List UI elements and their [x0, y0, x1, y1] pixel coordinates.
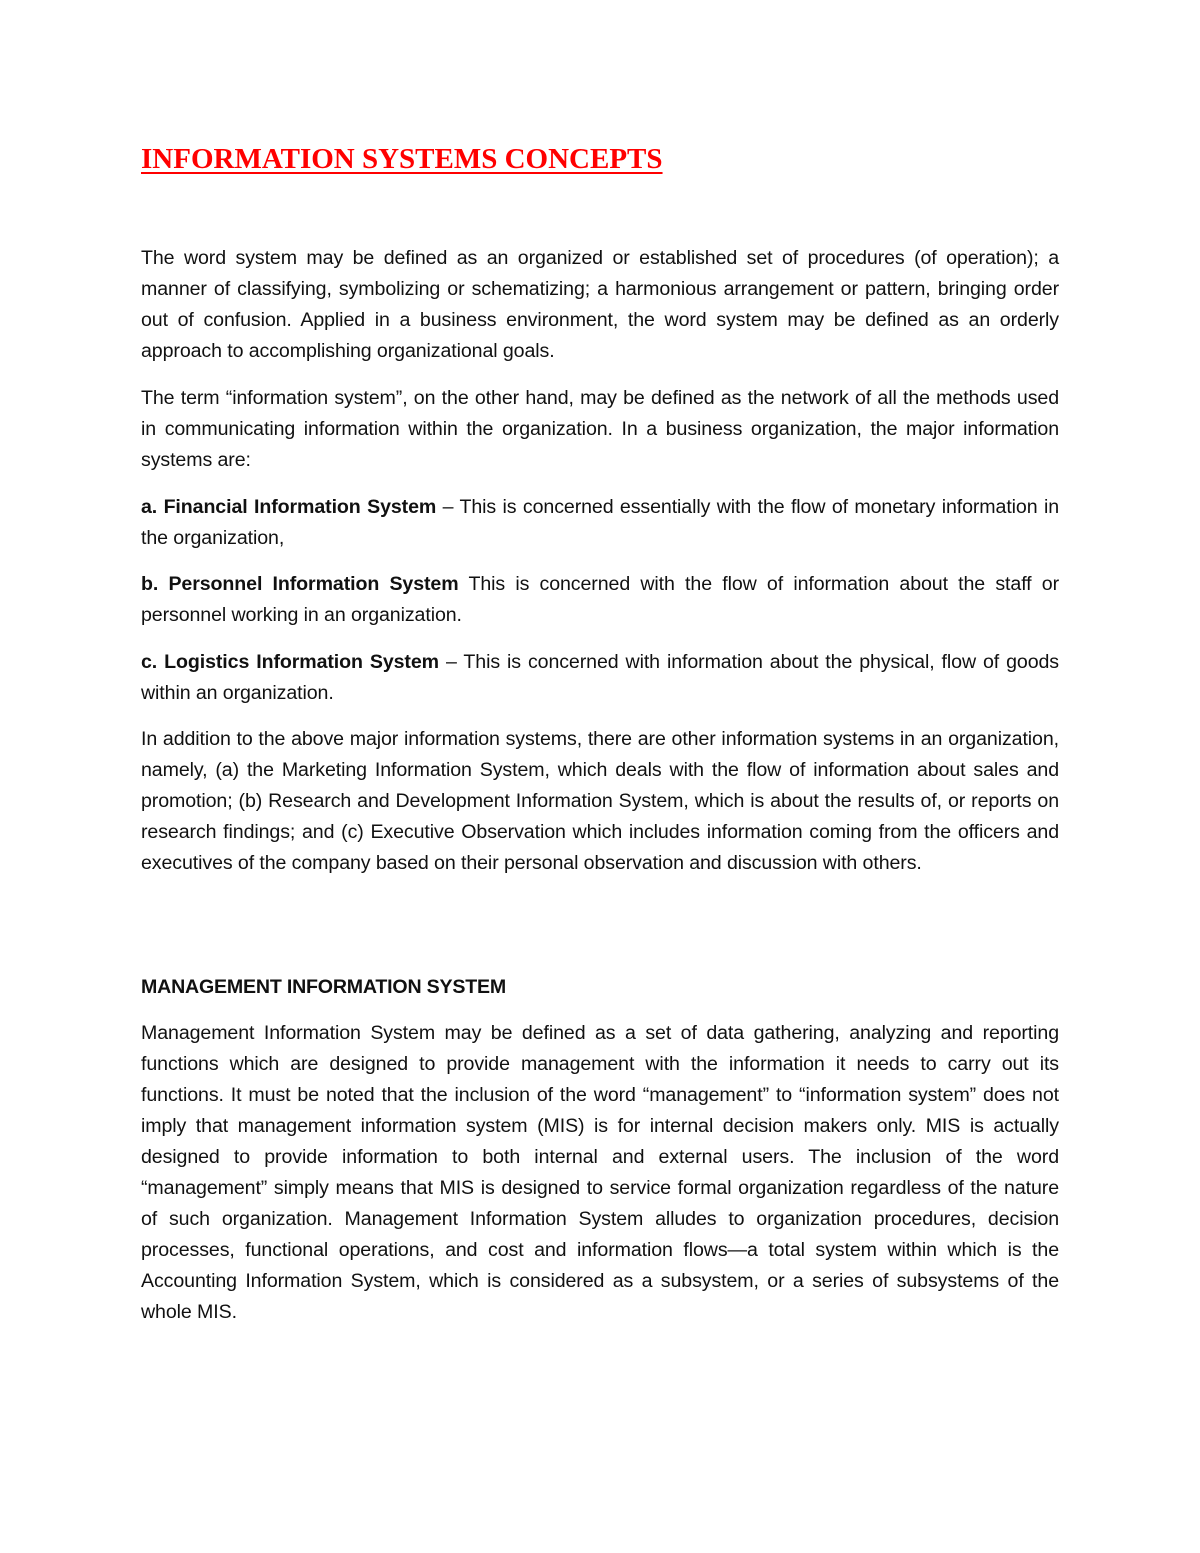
mis-paragraph: Management Information System may be defined as a set of data gathering, analyzing and reporting functions which are designed to provide management with the information it needs to carry out its functions. It must be noted that the inclusion of the word “management” to “information system” does not imply that management information system (MIS) is for internal decision makers only. MIS is actually designed to provide information to both internal and external users. The inclusion of the word “management” simply means that MIS is designed to service formal organization regardless of the nature of such organization. Management Information System alludes to organization procedures, decision processes, functional operations, and cost and information flows—a total system within which is the Accounting Information System, which is considered as a subsystem, or a series of subsystems of the whole MIS.: [141, 1022, 1059, 1323]
list-item-label: c. Logistics Information System: [141, 651, 439, 673]
other-systems-paragraph: In addition to the above major information systems, there are other information systems in an organization, namely, (a) the Marketing Information System, which deals with the flow of information about sales and promotion; (b) Research and Development Information System, which is about the results of, or reports on research findings; and (c) Executive Observation which includes information coming from the officers and executives of the company based on their personal observation and discussion with others.: [141, 728, 1059, 874]
list-item-personnel: [141, 569, 1059, 631]
info-system-paragraph: The term “information system”, on the other hand, may be defined as the network of all the methods used in communicating information within the organization. In a business organization, the major information systems are:: [141, 387, 1059, 471]
list-item-logistics: [141, 647, 1059, 709]
list-item-text: – This is concerned essentially with the flow of monetary information in the organization,: [141, 496, 1059, 549]
mis-heading: MANAGEMENT INFORMATION SYSTEM: [141, 976, 507, 998]
list-item-text: – This is concerned with information about the physical, flow of goods within an organization.: [141, 651, 1059, 704]
page-title: INFORMATION SYSTEMS CONCEPTS: [141, 143, 663, 175]
list-item-label: a. Financial Information System: [141, 496, 437, 518]
list-item-financial: [141, 492, 1059, 554]
list-item-label: b. Personnel Information System: [141, 573, 459, 595]
list-item-text: This is concerned with the flow of information about the staff or personnel working in an organization.: [141, 573, 1059, 626]
intro-paragraph: The word system may be defined as an organized or established set of procedures (of operation); a manner of classifying, symbolizing or schematizing; a harmonious arrangement or pattern, bringing order out of confusion. Applied in a business environment, the word system may be defined as an orderly approach to accomplishing organizational goals.: [141, 247, 1059, 362]
